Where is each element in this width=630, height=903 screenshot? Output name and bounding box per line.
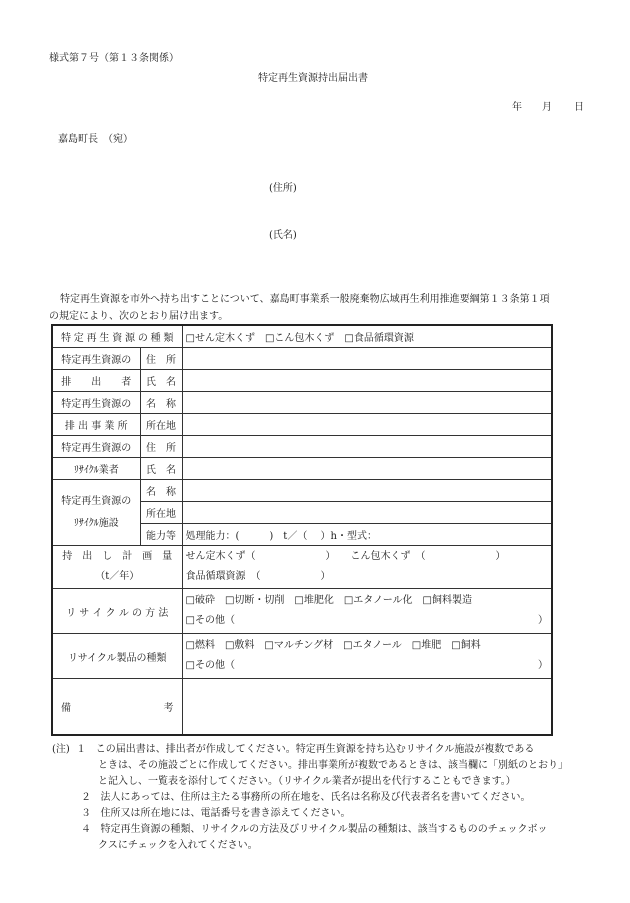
facility-location-field[interactable]	[182, 502, 552, 524]
document-title: 特定再生資源持出届出書	[258, 73, 368, 84]
plan-label	[52, 546, 182, 589]
note-2-number: ２	[81, 792, 91, 803]
recycler-address-label: 住 所	[140, 436, 182, 458]
facility-capacity-label: 能力等	[140, 524, 182, 546]
product-label: リサイクル製品の種類	[52, 634, 182, 679]
note-3-number: ３	[81, 808, 91, 819]
address-label: (住所)	[269, 183, 297, 194]
site-name-label: 名 称	[140, 392, 182, 414]
resource-type-label: 特定再生資源の種類	[52, 325, 182, 348]
remarks-row	[52, 679, 552, 736]
notes-section	[52, 742, 572, 854]
form-number: 様式第７号（第１３条関係）	[49, 53, 179, 64]
note-1-line-3: と記入し、一覧表を添付してください。（リサイクル業者が提出を代行することもできます。）	[98, 776, 516, 787]
note-4-number: ４	[81, 824, 91, 835]
product-options[interactable]: □燃料 □敷料 □マルチング材 □エタノール □堆肥 □飼料	[185, 640, 481, 651]
facility-capacity-field[interactable]: 処理能力：( ) t／（ ）h・型式：	[182, 524, 552, 546]
note-1-number: １	[76, 744, 87, 755]
method-options[interactable]: □破砕 □切断・切削 □堆肥化 □エタノール化 □飼料製造	[185, 595, 472, 606]
remarks-field[interactable]	[182, 679, 552, 736]
date-day: 日	[574, 102, 584, 113]
plan-row	[52, 546, 552, 589]
product-row	[52, 634, 552, 679]
method-field[interactable]	[182, 589, 552, 634]
recycler-label-1: 特定再生資源の	[52, 436, 140, 458]
resource-type-options[interactable]: □せん定木くず □こん包木くず □食品循環資源	[182, 325, 552, 348]
notification-form-table	[51, 324, 553, 736]
name-label: (氏名)	[269, 230, 297, 241]
facility-label-1: 特定再生資源の	[61, 495, 132, 507]
plan-packing-wood[interactable]: こん包木くず （ ）	[350, 551, 506, 562]
note-1-line-2: ときは、その施設ごとに作成してください。排出事業所が複数であるときは、該当欄に「別紙のとおり」	[98, 760, 568, 771]
plan-label-1: 持 出 し 計 画 量	[62, 551, 173, 562]
recycler-name-field[interactable]	[182, 458, 552, 480]
note-4-line-2: クスにチェックを入れてください。	[98, 840, 258, 851]
remarks-label-b: 考	[163, 703, 174, 714]
note-3-text: 住所又は所在地には、電話番号を書き添えてください。	[100, 808, 351, 819]
method-label: リ サ イ ク ル の 方 法	[52, 589, 182, 634]
remarks-label	[52, 679, 182, 736]
notes-prefix: (注)	[52, 744, 70, 755]
plan-field[interactable]	[182, 546, 552, 589]
intro-line-2: の規定により、次のとおり届け出ます。	[49, 311, 229, 322]
facility-name-field[interactable]	[182, 480, 552, 502]
note-2-text: 法人にあっては、住所は主たる事務所の所在地を、氏名は名称及び代表者名を書いてください。	[100, 792, 531, 803]
recycler-row	[52, 436, 552, 458]
site-row	[52, 392, 552, 414]
site-label-1: 特定再生資源の	[52, 392, 140, 414]
plan-pruned-wood[interactable]: せん定木くず（ ）	[185, 551, 331, 562]
site-location-field[interactable]	[182, 414, 552, 436]
facility-location-label: 所在地	[140, 502, 182, 524]
discharger-address-label: 住 所	[140, 348, 182, 370]
addressee: 嘉島町長 （宛）	[58, 134, 133, 145]
date-year: 年	[512, 102, 522, 113]
date-month: 月	[542, 102, 552, 113]
discharger-row	[52, 370, 552, 392]
plan-label-2: （t／年）	[95, 571, 140, 582]
intro-line-1: 特定再生資源を市外へ持ち出すことについて、嘉島町事業系一般廃棄物広域再生利用推進要綱第１３条第１項	[60, 294, 550, 305]
site-name-field[interactable]	[182, 392, 552, 414]
product-other-close: ）	[538, 660, 548, 671]
discharger-row	[52, 348, 552, 370]
discharger-label-2: 排 出 者	[52, 370, 140, 392]
plan-food-resource[interactable]: 食品循環資源 （ ）	[185, 571, 331, 582]
resource-type-row	[52, 325, 552, 348]
site-location-label: 所在地	[140, 414, 182, 436]
method-other[interactable]: □その他（	[185, 615, 235, 626]
recycler-row	[52, 458, 552, 480]
facility-name-label: 名 称	[140, 480, 182, 502]
site-label-2: 排 出 事 業 所	[52, 414, 140, 436]
product-field[interactable]	[182, 634, 552, 679]
facility-label	[52, 480, 140, 546]
method-row	[52, 589, 552, 634]
discharger-name-field[interactable]	[182, 370, 552, 392]
discharger-label-1: 特定再生資源の	[52, 348, 140, 370]
discharger-name-label: 氏 名	[140, 370, 182, 392]
recycler-name-label: 氏 名	[140, 458, 182, 480]
note-1-line-1: この届出書は、排出者が作成してください。特定再生資源を持ち込むリサイクル施設が複数である	[95, 744, 535, 755]
remarks-label-a: 備	[61, 703, 71, 714]
product-other[interactable]: □その他（	[185, 660, 235, 671]
recycler-label-2: ﾘｻｲｸﾙ業者	[52, 458, 140, 480]
note-4-line-1: 特定再生資源の種類、リサイクルの方法及びリサイクル製品の種類は、該当するもののチェックボッ	[100, 824, 548, 835]
method-other-close: ）	[538, 615, 548, 626]
facility-label-2: ﾘｻｲｸﾙ施設	[73, 517, 119, 529]
recycler-address-field[interactable]	[182, 436, 552, 458]
discharger-address-field[interactable]	[182, 348, 552, 370]
facility-row	[52, 480, 552, 502]
site-row	[52, 414, 552, 436]
